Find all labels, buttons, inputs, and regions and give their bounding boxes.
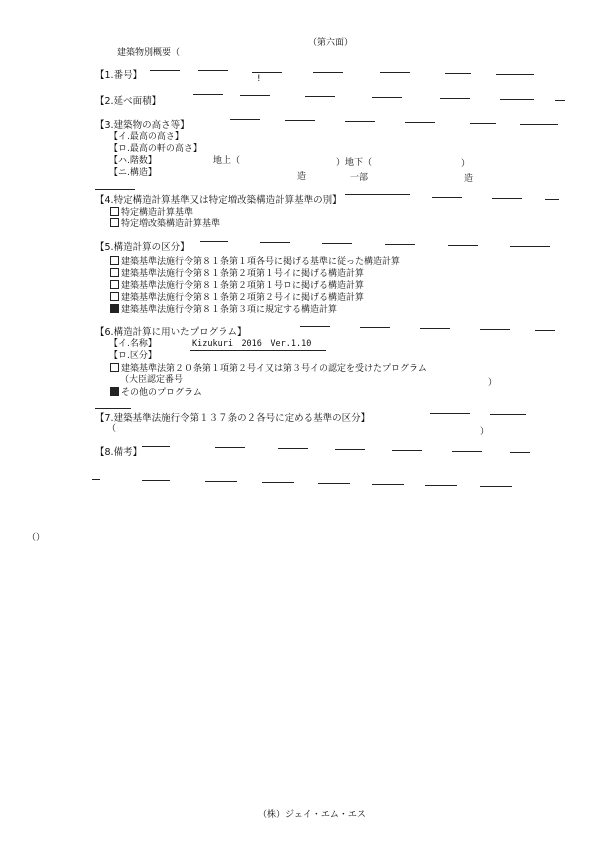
program-name-value[interactable]: Kizukuri 2016 Ver.1.10 xyxy=(192,339,312,349)
program-name-label: 【イ.名称】 xyxy=(109,339,157,349)
s6-option-1-label: 建築基準法第２０条第１項第２号イ又は第３号イの認定を受けたプログラム xyxy=(121,364,427,374)
program-name-underline xyxy=(190,350,326,351)
section-7-close-paren: ） xyxy=(480,427,490,437)
below-ground-label: 地下（ xyxy=(345,158,373,168)
s5-option-4-label: 建築基準法施行令第８１条第２項第２号イに掲げる構造計算 xyxy=(121,293,365,303)
s4-option-2-label: 特定増改築構造計算基準 xyxy=(121,219,221,229)
section-6-header: 【6.構造計算に用いたプログラム】 xyxy=(95,327,247,338)
s5-option-2-checkbox[interactable] xyxy=(110,268,119,277)
section-2-header: 【2.延べ面積】 xyxy=(95,96,162,107)
s5-option-2[interactable] xyxy=(110,268,364,280)
s6-option-2-label: その他のプログラム xyxy=(121,388,202,398)
s4-option-2-checkbox[interactable] xyxy=(110,218,119,227)
above-ground-label: 地上（ xyxy=(213,156,241,166)
page-label: （第六面） xyxy=(308,38,354,48)
section-7-open-paren: （ xyxy=(107,424,117,434)
s6-option-2[interactable] xyxy=(110,387,202,399)
section-1-tick: ! xyxy=(257,74,261,84)
program-class-label: 【ロ.区分】 xyxy=(109,351,157,361)
s4-option-1-checkbox[interactable] xyxy=(110,207,119,216)
section-4-header: 【4.特定構造計算基準又は特定増改築構造計算基準の別】 xyxy=(95,195,342,206)
structure-main-label: 造 xyxy=(297,172,307,182)
section-3-floors-label: 【ハ.階数】 xyxy=(109,156,157,166)
section-5-header: 【5.構造計算の区分】 xyxy=(95,242,190,253)
s5-option-1[interactable] xyxy=(110,256,400,268)
section-7-header: 【7.建築基準法施行令第１３７条の２各号に定める基準の区分】 xyxy=(95,413,371,424)
below-ground-close: ） xyxy=(461,159,471,169)
section-3-structure-label: 【ニ.構造】 xyxy=(109,168,157,178)
section-8-header: 【8.備考】 xyxy=(95,447,143,458)
margin-mark: （） xyxy=(27,533,46,543)
structure-partial-suffix: 造 xyxy=(464,174,474,184)
s5-option-4[interactable] xyxy=(110,292,364,304)
s5-option-3-checkbox[interactable] xyxy=(110,280,119,289)
s5-option-4-checkbox[interactable] xyxy=(110,292,119,301)
s6-option-2-checkbox[interactable] xyxy=(110,387,119,396)
s6-option-1[interactable] xyxy=(110,363,427,375)
minister-cert-number-close: ） xyxy=(488,378,498,388)
section-1-header: 【1.番号】 xyxy=(95,70,143,81)
section-3-max-eave-label: 【ロ.最高の軒の高さ】 xyxy=(109,144,202,154)
s5-option-5-checkbox[interactable] xyxy=(110,304,119,313)
structure-partial-label: 一部 xyxy=(350,173,369,183)
s4-option-1-label: 特定構造計算基準 xyxy=(121,208,194,218)
above-ground-close: ） xyxy=(336,158,346,168)
s5-option-2-label: 建築基準法施行令第８１条第２項第１号イに掲げる構造計算 xyxy=(121,269,365,279)
section-3-max-height-label: 【イ.最高の高さ】 xyxy=(109,132,184,142)
s5-option-5-label: 建築基準法施行令第８１条第３項に規定する構造計算 xyxy=(121,305,338,315)
section-3-header: 【3.建築物の高さ等】 xyxy=(95,120,190,131)
form-title: 建築物別概要（ xyxy=(117,48,181,58)
s5-option-1-checkbox[interactable] xyxy=(110,256,119,265)
s5-option-3[interactable] xyxy=(110,280,364,292)
s5-option-5[interactable] xyxy=(110,304,337,316)
s4-option-2[interactable] xyxy=(110,218,220,230)
s5-option-3-label: 建築基準法施行令第８１条第２項第１号ロに掲げる構造計算 xyxy=(121,281,365,291)
s6-option-1-checkbox[interactable] xyxy=(110,363,119,372)
s5-option-1-label: 建築基準法施行令第８１条第１項各号に掲げる基準に従った構造計算 xyxy=(121,257,401,267)
minister-cert-number-label: （大臣認定番号 xyxy=(120,375,184,385)
footer-publisher: （株）ジェイ・エム・エス xyxy=(258,810,366,820)
